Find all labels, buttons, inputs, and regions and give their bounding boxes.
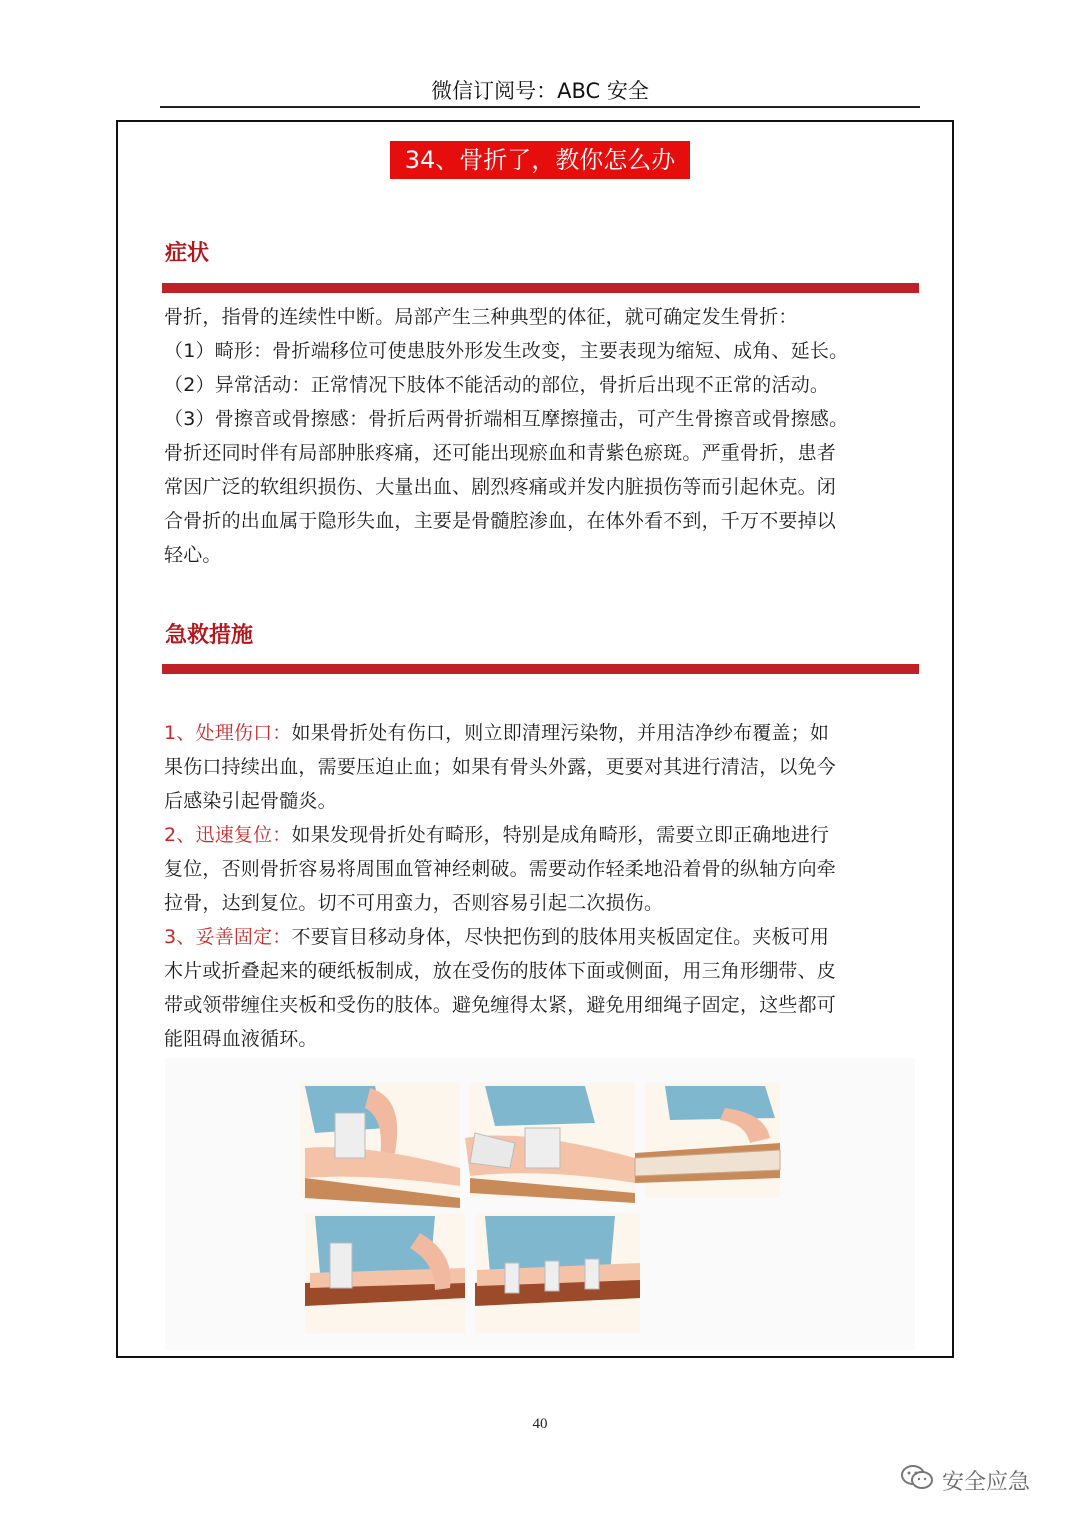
- item-label: 3、妥善固定：: [164, 926, 292, 948]
- symptoms-text: [164, 300, 920, 572]
- text-line: 骨折还同时伴有局部肿胀疼痛，还可能出现瘀血和青紫色瘀斑。严重骨折，患者: [164, 442, 837, 464]
- illustration-panel-4: [305, 1213, 465, 1333]
- page-header: 微信订阅号：ABC 安全: [431, 79, 649, 103]
- text-line: 轻心。: [164, 544, 222, 566]
- section-rule-firstaid: [162, 664, 919, 674]
- splinting-illustration-svg: [165, 1058, 915, 1350]
- text-line: 能阻碍血液循环。: [164, 1028, 318, 1050]
- section-rule-symptoms: [162, 283, 919, 293]
- header-rule: [160, 106, 920, 108]
- text-line: [164, 716, 920, 750]
- text-line: 木片或折叠起来的硬纸板制成，放在受伤的肢体下面或侧面，用三角形绷带、皮: [164, 960, 837, 982]
- text-line: （1）畸形：骨折端移位可使患肢外形发生改变，主要表现为缩短、成角、延长。: [164, 340, 849, 362]
- item-label: 1、处理伤口：: [164, 722, 292, 744]
- section-heading-firstaid: 急救措施: [165, 623, 254, 648]
- illustration-panel-2: [465, 1083, 635, 1203]
- firstaid-text: [164, 716, 920, 1056]
- item-text: 如果发现骨折处有畸形，特别是成角畸形，需要立即正确地进行: [291, 824, 830, 846]
- text-line: 骨折，指骨的连续性中断。局部产生三种典型的体征，就可确定发生骨折：: [164, 306, 798, 328]
- text-line: 后感染引起骨髓炎。: [164, 790, 337, 812]
- text-line: 带或领带缠住夹板和受伤的肢体。避免缠得太紧，避免用细绳子固定，这些都可: [164, 994, 837, 1016]
- text-line: （2）异常活动：正常情况下肢体不能活动的部位，骨折后出现不正常的活动。: [164, 374, 830, 396]
- source-watermark: [900, 1460, 1030, 1500]
- section-heading-symptoms: 症状: [165, 241, 210, 266]
- page-title: 34、骨折了，教你怎么办: [390, 141, 690, 179]
- text-line: [164, 818, 920, 852]
- text-line: 合骨折的出血属于隐形失血，主要是骨髓腔渗血，在体外看不到，千万不要掉以: [164, 510, 837, 532]
- text-line: 复位，否则骨折容易将周围血管神经刺破。需要动作轻柔地沿着骨的纵轴方向牵: [164, 858, 837, 880]
- watermark-text: 安全应急: [942, 1469, 1031, 1495]
- text-line: [164, 920, 920, 954]
- item-text: 如果骨折处有伤口，则立即清理污染物，并用洁净纱布覆盖；如: [291, 722, 830, 744]
- item-label: 2、迅速复位：: [164, 824, 292, 846]
- splinting-illustration: [165, 1058, 915, 1350]
- text-line: 拉骨，达到复位。切不可用蛮力，否则容易引起二次损伤。: [164, 892, 664, 914]
- illustration-panel-5: [475, 1213, 640, 1333]
- text-line: （3）骨擦音或骨擦感：骨折后两骨折端相互摩擦撞击，可产生骨擦音或骨擦感。: [164, 408, 849, 430]
- wechat-icon: [900, 1463, 934, 1497]
- page-number: 40: [532, 1416, 548, 1432]
- item-text: 不要盲目移动身体，尽快把伤到的肢体用夹板固定住。夹板可用: [291, 926, 830, 948]
- text-line: 常因广泛的软组织损伤、大量出血、剧烈疼痛或并发内脏损伤等而引起休克。闭: [164, 476, 837, 498]
- illustration-panel-3: [635, 1083, 780, 1198]
- illustration-panel-1: [300, 1083, 460, 1208]
- text-line: 果伤口持续出血，需要压迫止血；如果有骨头外露，更要对其进行清洁，以免今: [164, 756, 837, 778]
